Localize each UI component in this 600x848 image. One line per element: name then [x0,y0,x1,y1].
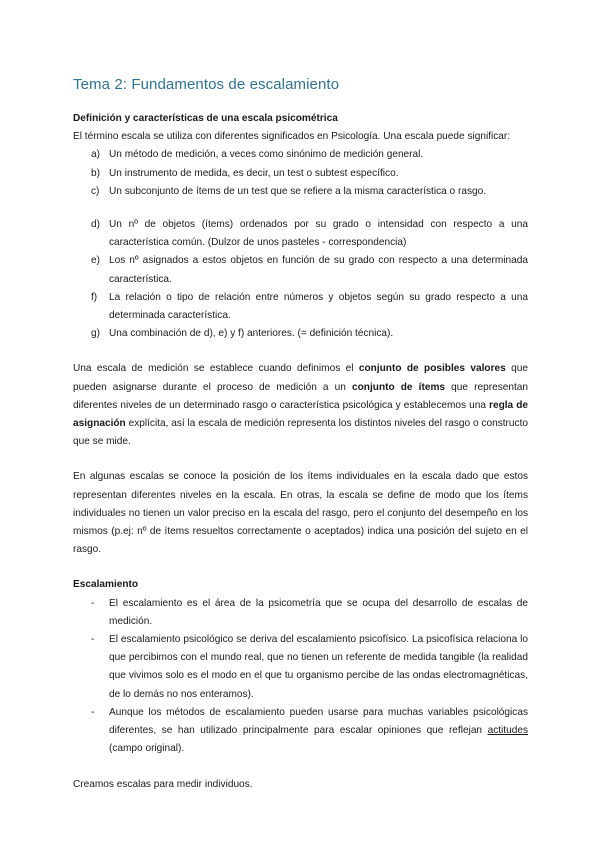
section-heading-escalamiento: Escalamiento [73,579,139,591]
bullet-item [73,595,528,631]
spacer [73,451,528,468]
intro-paragraph: El término escala se utiliza con diferentes significados en Psicología. Una escala puede significar: [73,131,511,143]
section-heading-definicion: Definición y características de una escala psicométrica [73,113,338,124]
underlined-term: actitudes [487,725,528,737]
list-marker: e) [91,255,100,267]
list-marker: b) [91,167,100,179]
bullet-text: El escalamiento psicológico se deriva del escalamiento psicofísico. La psicofísica relaciona lo que percibimos con el mundo real, que no tienen un referente de medida tangible (la realidad que vivimos solo es el modo en el que tu organismo percibe de las ondas electromagnéticas, de lo demás no nos enteramos). [109,634,528,700]
definition-list-abc [73,146,528,201]
spacer [73,343,528,360]
list-marker: a) [91,149,100,161]
list-item-text: Los nº asignados a estos objetos en función de su grado con respecto a una determinada característica. [109,255,528,285]
bullet-item [73,704,528,759]
list-marker: f) [91,291,98,303]
list-marker: c) [91,185,100,197]
list-item [73,216,528,252]
bullet-text: (campo original). [109,743,185,755]
text-run: Una escala de medición se establece cuando definimos el [73,363,359,375]
escalamiento-bullet-list [73,595,528,759]
bullet-item [73,631,528,704]
text-run: que pueden asignarse durante el proceso de medición a un [73,363,528,393]
list-marker: g) [91,328,100,340]
list-item-text: Un nº de objetos (ítems) ordenados por su grado o intensidad con respecto a una característica común. (Dulzor de unos pasteles - correspondencia) [109,219,528,249]
paragraph-posicion-items: En algunas escalas se conoce la posición de los ítems individuales en la escala dado que estos representan diferentes niveles en la escala. En otras, la escala se define de modo que los ítems individuales no tienen un valor preciso en la escala del rasgo, pero el conjunto del desempeño en los mismos (p.ej: nº de ítems resueltos correctamente o aceptados) indica una posición del sujeto en el rasgo. [73,471,528,556]
document-body [73,110,528,794]
list-item-text: Un método de medición, a veces como sinónimo de medición general. [109,149,424,161]
text-run: que representan diferentes niveles de un determinado rasgo o característica psicológica y establecemos una [73,381,529,411]
bold-term: conjunto de posibles valores [358,363,506,375]
list-item [73,252,528,288]
bullet-marker: - [91,597,95,609]
bullet-text: El escalamiento es el área de la psicometría que se ocupa del desarrollo de escalas de medición. [109,597,528,627]
spacer [73,759,528,776]
list-item [73,289,528,325]
text-run: explícita, así la escala de medición representa los distintos niveles del rasgo o constructo que se mide. [73,418,528,448]
closing-sentence: Creamos escalas para medir individuos. [73,778,253,790]
spacer [73,559,528,576]
list-item [73,183,528,201]
bullet-marker: - [91,634,95,646]
list-item [73,146,528,164]
definition-list-defg [73,216,528,343]
list-item-text: Una combinación de d), e) y f) anteriores. (= definición técnica). [109,328,394,340]
list-item-text: Un subconjunto de ítems de un test que se refiere a la misma característica o rasgo. [109,185,487,197]
list-item-text: La relación o tipo de relación entre números y objetos según su grado respecto a una determinada característica. [109,291,528,322]
spacer [73,201,528,216]
page-title: Tema 2: Fundamentos de escalamiento [73,76,340,93]
list-item [73,165,528,183]
bullet-text: Aunque los métodos de escalamiento pueden usarse para muchas variables psicológicas diferentes, se han utilizado principalmente para escalar opiniones que reflejan [109,706,528,737]
list-item-text: Un instrumento de medida, es decir, un test o subtest específico. [109,167,399,179]
list-marker: d) [91,219,100,231]
paragraph-escala-medicion [73,360,528,451]
bold-term: conjunto de ítems [352,381,446,393]
bullet-marker: - [91,706,95,718]
bold-term: regla de asignación [73,399,528,430]
list-item [73,325,528,343]
